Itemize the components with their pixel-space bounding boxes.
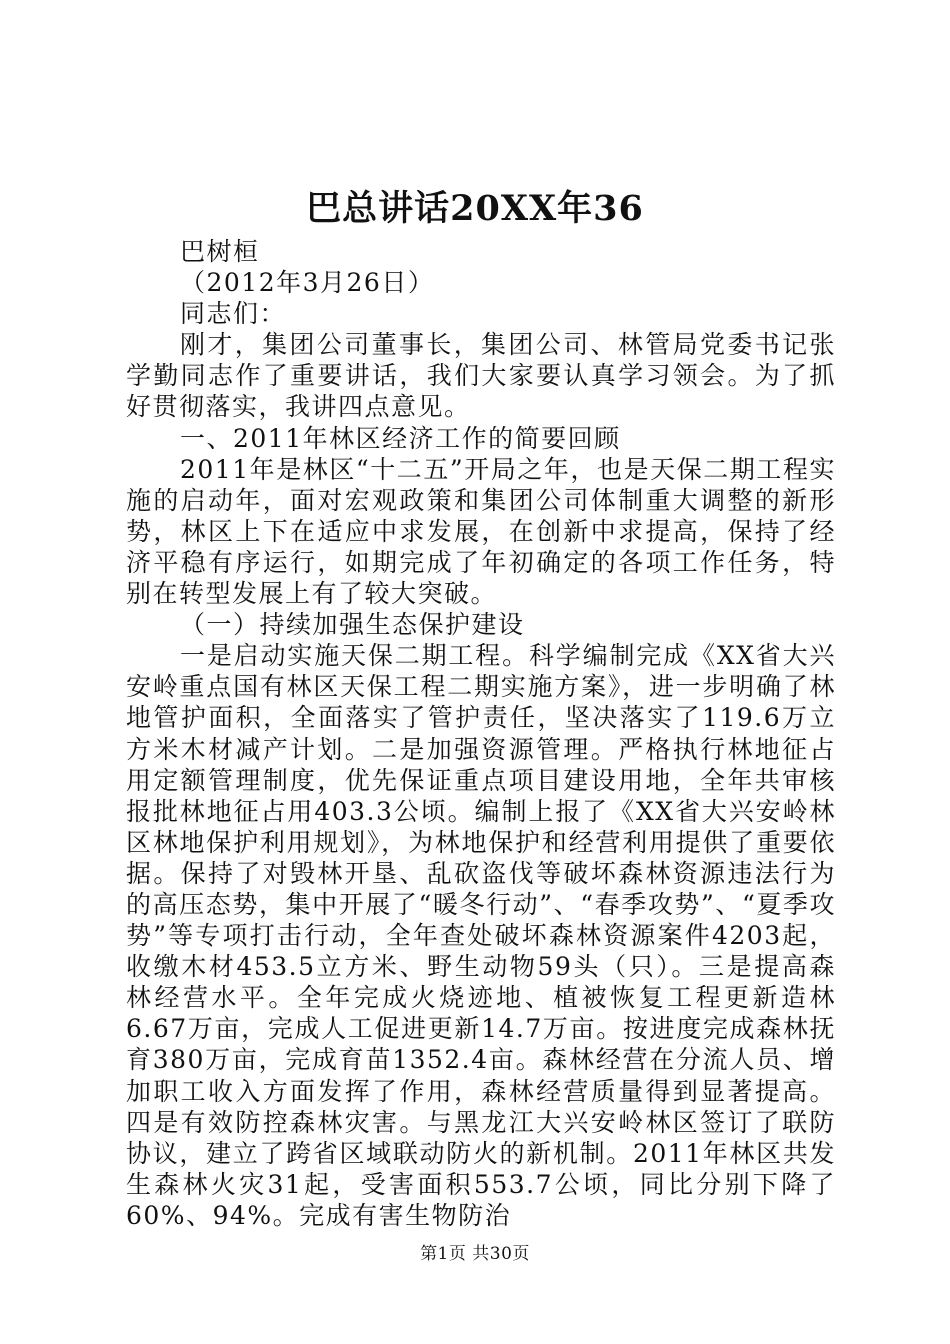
page-number-footer: 第1页 共30页 [420, 1244, 530, 1264]
paragraph-ecology: 一是启动实施天保二期工程。科学编制完成《XX省大兴安岭重点国有林区天保工程二期实施方案》，进一步明确了林地管护面积，全面落实了管护责任，坚决落实了119.6万立方米木材减产计划。二是加强资源管理。严格执行林地征占用定额管理制度，优先保证重点项目建设用地，全年共审核报批林地征占用403.3公顷。编制上报了《XX省大兴安岭林区林地保护利用规划》，为林地保护和经营利用提供了重要依据。保持了对毁林开垦、乱砍盗伐等破坏森林资源违法行为的高压态势，集中开展了“暖冬行动”、“春季攻势”、“夏季攻势”等专项打击行动，全年查处破坏森林资源案件4203起，收缴木材453.5立方米、野生动物59头（只）。三是提高森林经营水平。全年完成火烧迹地、植被恢复工程更新造林6.67万亩，完成人工促进更新14.7万亩。按进度完成森林抚育380万亩，完成育苗1352.4亩。森林经营在分流人员、增加职工收入方面发挥了作用，森林经营质量得到显著提高。四是有效防控森林灾害。与黑龙江大兴安岭林区签订了联防协议，建立了跨省区域联动防火的新机制。2011年林区共发生森林火灾31起，受害面积553.7公顷，同比分别下降了60%、94%。完成有害生物防治 [126, 641, 836, 1230]
paragraph-review: 2011年是林区“十二五”开局之年，也是天保二期工程实施的启动年，面对宏观政策和集团公司体制重大调整的新形势，林区上下在适应中求发展，在创新中求提高，保持了经济平稳有序运行，如期完成了年初确定的各项工作任务，特别在转型发展上有了较大突破。 [126, 454, 836, 609]
date-line: （2012年3月26日） [180, 268, 435, 298]
salutation-line: 同志们： [180, 299, 287, 329]
paragraph-intro: 刚才，集团公司董事长，集团公司、林管局党委书记张学勤同志作了重要讲话，我们大家要认真学习领会。为了抓好贯彻落实，我讲四点意见。 [126, 330, 836, 422]
section-heading: 一、2011年林区经济工作的简要回顾 [180, 423, 621, 453]
document-body [126, 236, 836, 1231]
subsection-heading: （一）持续加强生态保护建设 [180, 610, 525, 640]
document-title: 巴总讲话20XX年36 [306, 188, 644, 229]
author-line: 巴树桓 [180, 237, 260, 266]
